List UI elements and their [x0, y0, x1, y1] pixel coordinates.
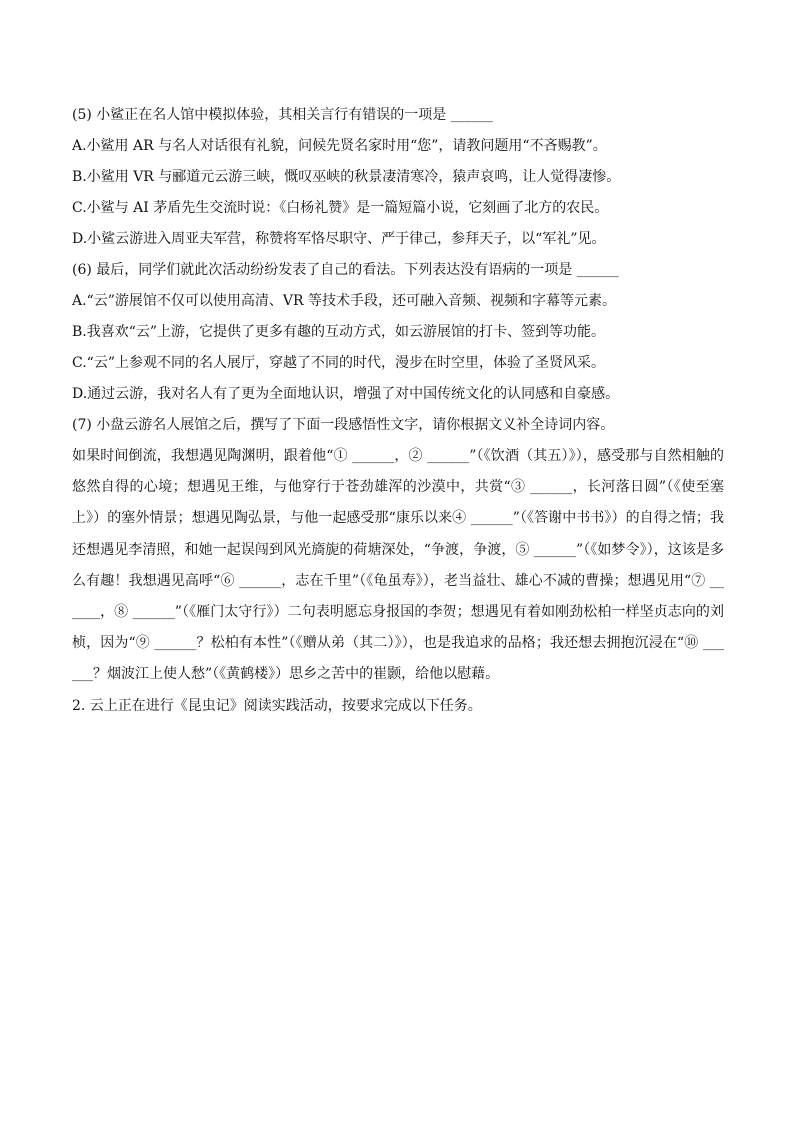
question-6-stem: (6) 最后，同学们就此次活动纷纷发表了自己的看法。下列表达没有语病的一项是 ______	[72, 262, 619, 278]
question-7-stem: (7) 小盘云游名人展馆之后，撰写了下面一段感悟性文字，请你根据文义补全诗词内容。	[72, 417, 615, 433]
document-page	[72, 100, 724, 722]
question-5-option-b: B.小鲨用 VR 与郦道元云游三峡，慨叹巫峡的秋景凄清寒冷，猿声哀鸣，让人觉得凄惨。	[72, 169, 621, 185]
question-7-passage: 如果时间倒流，我想遇见陶渊明，跟着他“① ______，② ______”（《饮酒（其五）》），感受那与自然相触的悠然自得的心境；想遇见王维，与他穿行于苍劲雄浑的沙漠中，共赏“③ ______，长河落日圆”（《使至塞上》）的塞外情景；想遇见陶弘景，与他一起感受那“康乐以来④ ______”（《答谢中书书》）的自得之情；我还想遇见李清照，和她一起误闯到风光旖旎的荷塘深处，“争渡，争渡，⑤ ______”（《如梦令》），这该是多么有趣！我想遇见高呼“⑥ ______，志在千里”（《龟虽寿》），老当益壮、雄心不减的曹操；想遇见用“⑦ ______，⑧ ______”（《雁门太守行》）二句表明愿忘身报国的李贺；想遇见有着如刚劲松柏一样坚贞志向的刘桢，因为“⑨ ______？松柏有本性”（《赠从弟（其二）》），也是我追求的品格；我还想去拥抱沉浸在“⑩ ______？烟波江上使人愁”（《黄鹤楼》）思乡之苦中的崔颢，给他以慰藉。	[72, 448, 724, 683]
question-6-option-d: D.通过云游，我对名人有了更为全面地认识，增强了对中国传统文化的认同感和自豪感。	[72, 386, 620, 402]
question-6-option-a: A.“云”游展馆不仅可以使用高清、VR 等技术手段，还可融入音频、视频和字幕等元素。	[72, 293, 616, 309]
question-5-option-d: D.小鲨云游进入周亚夫军营，称赞将军恪尽职守、严于律己，参拜天子，以“军礼”见。	[72, 231, 606, 247]
question-6-option-c: C.“云”上参观不同的名人展厅，穿越了不同的时代，漫步在时空里，体验了圣贤风采。	[72, 355, 605, 371]
question-6-option-b: B.我喜欢“云”上游，它提供了更多有趣的互动方式，如云游展馆的打卡、签到等功能。	[72, 324, 606, 340]
question-5-option-a: A.小鲨用 AR 与名人对话很有礼貌，问候先贤名家时用“您”，请教问题用“不吝赐教”。	[72, 138, 607, 154]
question-2-heading: 2. 云上正在进行《昆虫记》阅读实践活动，按要求完成以下任务。	[72, 697, 482, 714]
question-5-stem: (5) 小鲨正在名人馆中模拟体验，其相关言行有错误的一项是 ______	[72, 107, 493, 123]
question-5-option-c: C.小鲨与 AI 茅盾先生交流时说：《白杨礼赞》是一篇短篇小说，它刻画了北方的农民。	[72, 200, 609, 216]
